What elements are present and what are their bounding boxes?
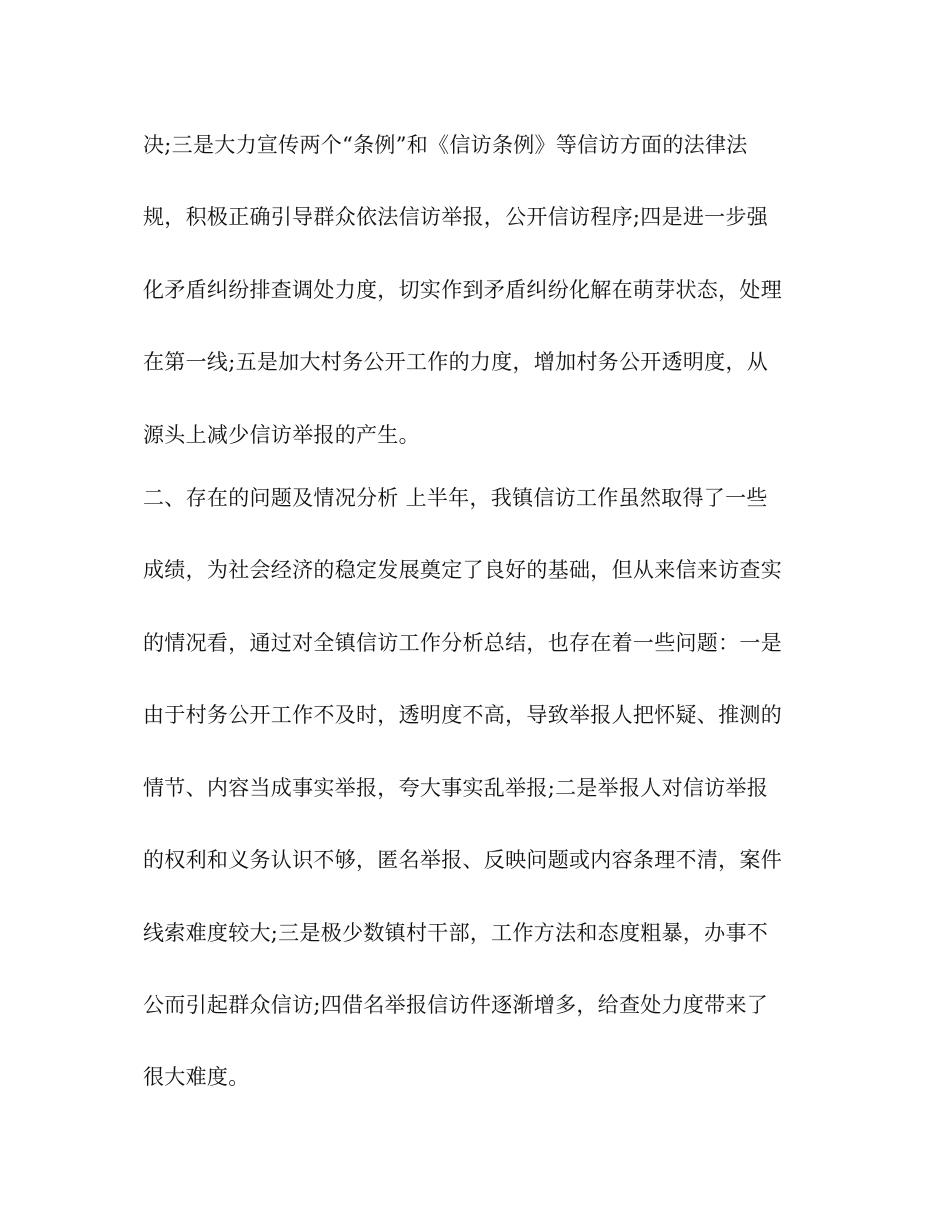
text-line: 公而引起群众信访;四借名举报信访件逐渐增多，给查处力度带来了 (143, 993, 769, 1017)
section-heading-line: 二、存在的问题及情况分析 上半年，我镇信访工作虽然取得了一些 (143, 486, 768, 510)
text-line: 决;三是大力宣传两个“条例”和《信访条例》等信访方面的法律法 (143, 133, 748, 157)
text-line: 成绩，为社会经济的稳定发展奠定了良好的基础，但从来信来访查实 (143, 558, 782, 582)
text-line: 在第一线;五是加大村务公开工作的力度，增加村务公开透明度，从 (143, 350, 769, 374)
text-line: 的权利和义务认识不够，匿名举报、反映问题或内容条理不清，案件 (143, 848, 782, 872)
text-line: 很大难度。 (143, 1065, 250, 1089)
text-line: 线索难度较大;三是极少数镇村干部，工作方法和态度粗暴，办事不 (143, 921, 769, 945)
text-line: 化矛盾纠纷排查调处力度，切实作到矛盾纠纷化解在萌芽状态，处理 (143, 278, 782, 302)
text-line: 由于村务公开工作不及时，透明度不高，导致举报人把怀疑、推测的 (143, 703, 782, 727)
text-line: 源头上减少信访举报的产生。 (143, 423, 420, 447)
text-line: 的情况看，通过对全镇信访工作分析总结，也存在着一些问题：一是 (143, 631, 782, 655)
text-line: 规，积极正确引导群众依法信访举报，公开信访程序;四是进一步强 (143, 205, 769, 229)
text-line: 情节、内容当成事实举报，夸大事实乱举报;二是举报人对信访举报 (143, 776, 769, 800)
